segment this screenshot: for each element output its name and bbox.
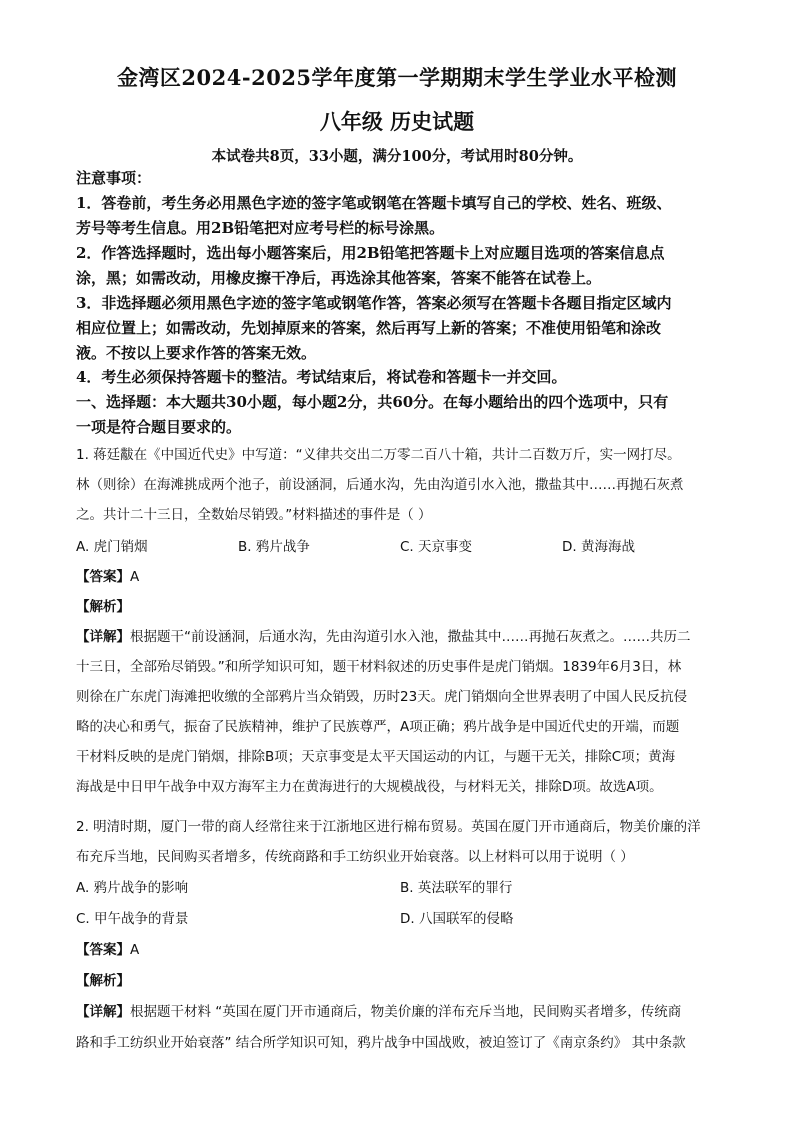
notes-line: 1．答卷前，考生务必用黑色字迹的签字笔或钢笔在答题卡填写自己的学校、姓名、班级、 — [76, 194, 672, 212]
notes-line: 2．作答选择题时，选出每小题答案后，用2B铅笔把答题卡上对应题目选项的答案信息点 — [76, 244, 665, 262]
q1-detail-line: 海战是中日甲午战争中双方海军主力在黄海进行的大规模战役，与材料无关，排除D项。故选A项。 — [76, 779, 663, 795]
notes-line: 3．非选择题必须用黑色字迹的签字笔或钢笔作答，答案必须写在答题卡各题目指定区域内 — [76, 294, 672, 312]
q1-option-b: B. 鸦片战争 — [238, 539, 310, 555]
q1-answer — [76, 567, 726, 587]
q1-option-d: D. 黄海海战 — [562, 539, 635, 555]
detail-tag: 【详解】 — [76, 1004, 130, 1020]
notes-heading: 注意事项： — [76, 169, 152, 187]
answer-value: A — [130, 569, 140, 585]
question-1-text: 之。共计二十三日，全数始尽销毁。”材料描述的事件是（ ） — [76, 507, 432, 523]
q2-option-b: B. 英法联军的罪行 — [400, 880, 513, 896]
question-1-text: 1. 蒋廷黻在《中国近代史》中写道：“义律共交出二万零二百八十箱，共计二百数万斤，实一网打尽。 — [76, 447, 681, 463]
q1-detail-line: 十三日，全部殆尽销毁。”和所学知识可知，题干材料叙述的历史事件是虎门销烟。1839年6月3日，林 — [76, 659, 682, 675]
section-heading: 一项是符合题目要求的。 — [76, 418, 242, 436]
q1-detail-line: 则徐在广东虎门海滩把收缴的全部鸦片当众销毁，历时23天。虎门销烟向全世界表明了中国人民反抗侵 — [76, 689, 688, 705]
q1-option-c: C. 天京事变 — [400, 539, 473, 555]
q2-analysis: 【解析】 — [76, 973, 130, 989]
answer-value: A — [130, 942, 140, 958]
detail-tag: 【详解】 — [76, 629, 130, 645]
q1-analysis: 【解析】 — [76, 599, 130, 615]
q2-option-c: C. 甲午战争的背景 — [76, 911, 189, 927]
q2-answer — [76, 940, 726, 960]
notes-line: 相应位置上；如需改动，先划掉原来的答案，然后再写上新的答案；不准使用铅笔和涂改 — [76, 319, 662, 337]
detail-text: 根据题干材料 “英国在厦门开市通商后，物美价廉的洋布充斥当地，民间购买者增多，传统商 — [130, 1004, 682, 1020]
notes-line: 4．考生必须保持答题卡的整洁。考试结束后，将试卷和答题卡一并交回。 — [76, 368, 567, 386]
answer-tag: 【答案】 — [76, 942, 130, 958]
question-1-text: 林（则徐）在海滩挑成两个池子，前设涵洞，后通水沟，先由沟道引水入池，撒盐其中……再抛石灰煮 — [76, 477, 684, 493]
q1-detail — [76, 627, 726, 647]
notes-line: 液。不按以上要求作答的答案无效。 — [76, 344, 317, 362]
answer-tag: 【答案】 — [76, 569, 130, 585]
q2-option-d: D. 八国联军的侵略 — [400, 911, 514, 927]
question-2-text: 2. 明清时期，厦门一带的商人经常往来于江浙地区进行棉布贸易。英国在厦门开市通商后，物美价廉的洋 — [76, 819, 701, 835]
notes-line: 芳号等考生信息。用2B铅笔把对应考号栏的标号涂黑。 — [76, 219, 445, 237]
q1-detail-line: 干材料反映的是虎门销烟，排除B项；天京事变是太平天国运动的内讧，与题干无关，排除C项；黄海 — [76, 749, 676, 765]
notes-line: 涂，黑；如需改动，用橡皮擦干净后，再选涂其他答案，答案不能答在试卷上。 — [76, 269, 602, 287]
question-2-text: 布充斥当地，民间购买者增多，传统商路和手工纺织业开始衰落。以上材料可以用于说明（ ） — [76, 849, 634, 865]
exam-info: 本试卷共8页，33小题，满分100分，考试用时80分钟。 — [211, 148, 583, 165]
q1-option-a: A. 虎门销烟 — [76, 539, 148, 555]
section-heading: 一、选择题：本大题共30小题，每小题2分，共60分。在每小题给出的四个选项中，只有 — [76, 393, 669, 411]
q1-detail-line: 略的决心和勇气，振奋了民族精神，维护了民族尊严，A项正确；鸦片战争是中国近代史的开端，而题 — [76, 719, 680, 735]
q2-detail-line: 路和手工纺织业开始衰落” 结合所学知识可知，鸦片战争中国战败，被迫签订了《南京条约》 其中条款 — [76, 1035, 686, 1051]
exam-title: 金湾区2024-2025学年度第一学期期末学生学业水平检测 — [116, 65, 678, 90]
q2-option-a: A. 鸦片战争的影响 — [76, 880, 189, 896]
detail-text: 根据题干“前设涵洞，后通水沟，先由沟道引水入池，撒盐其中……再抛石灰煮之。……共历二 — [130, 629, 691, 645]
q2-detail — [76, 1002, 726, 1022]
exam-subtitle: 八年级 历史试题 — [319, 109, 475, 134]
